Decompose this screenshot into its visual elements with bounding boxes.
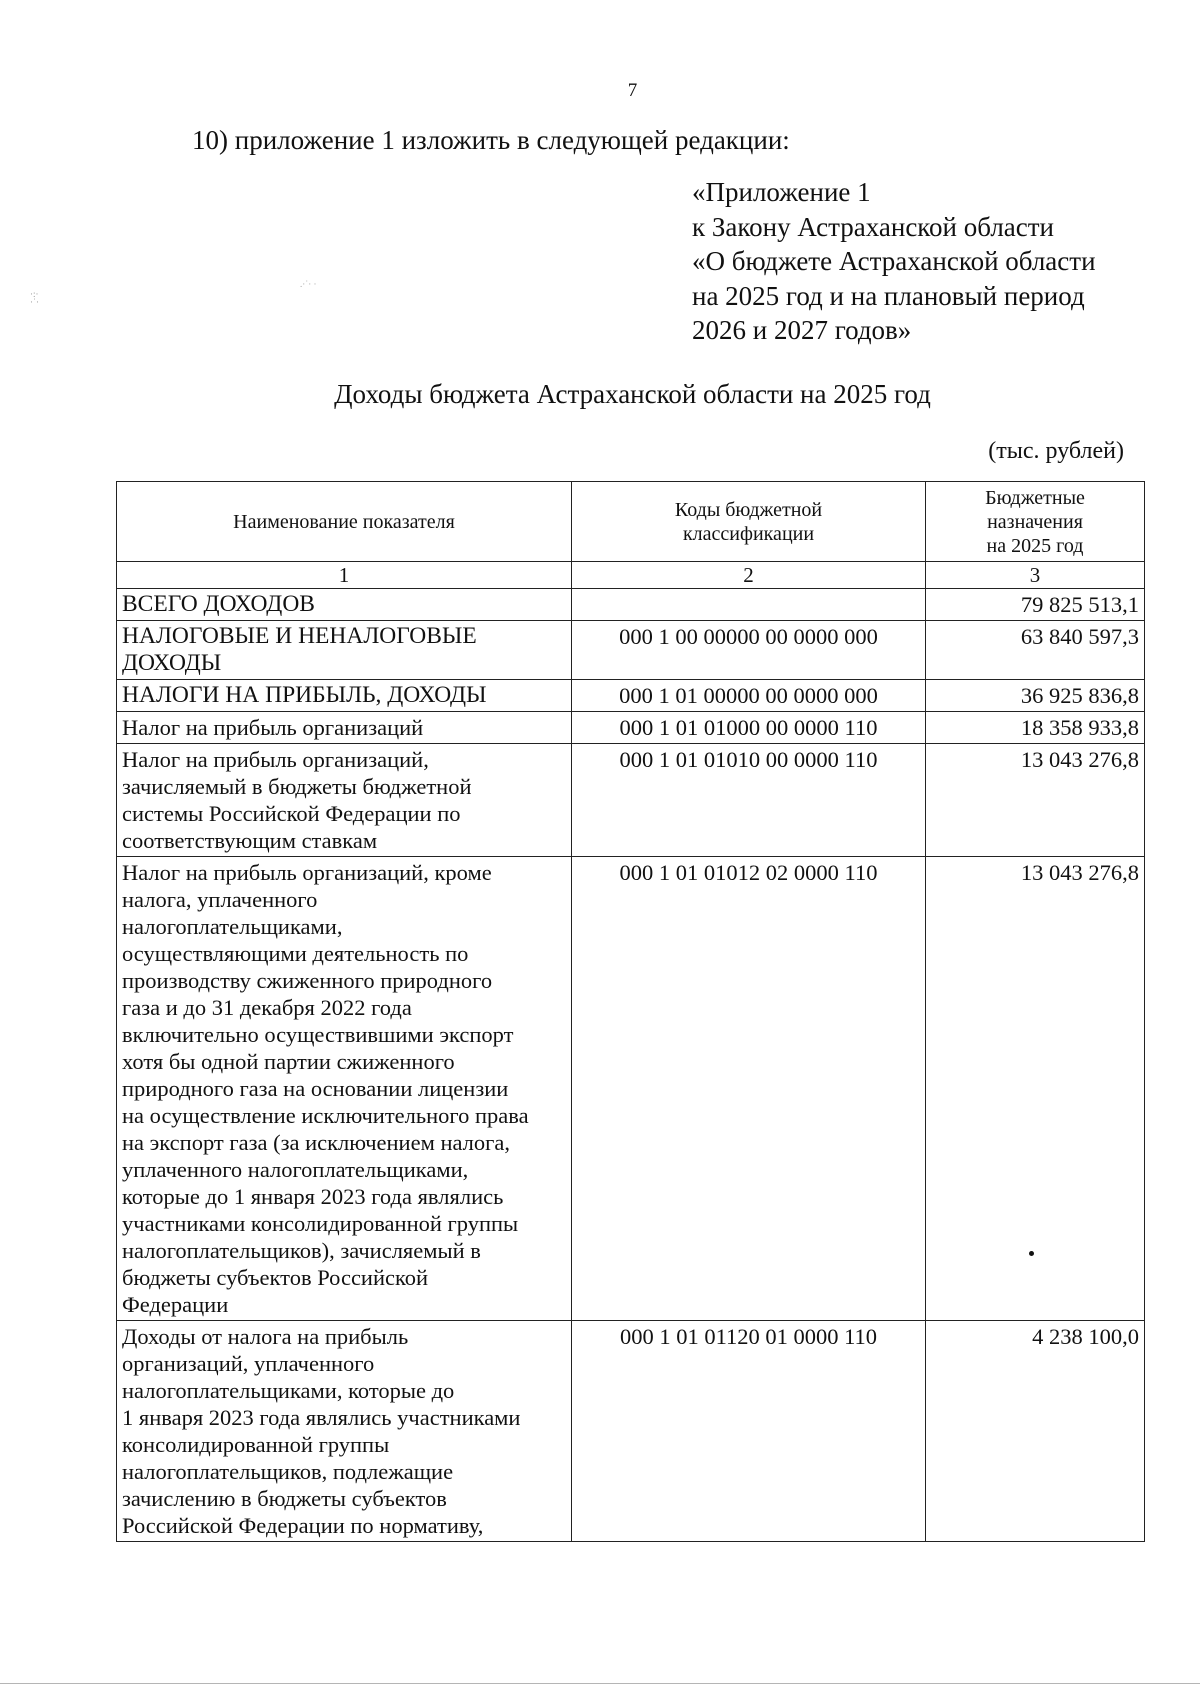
header-amount-line: на 2025 год: [986, 534, 1084, 557]
row-name-line: уплаченного налогоплательщиками,: [122, 1157, 469, 1182]
row-name: [117, 621, 572, 680]
appendix-header: [692, 175, 1096, 348]
row-amount: 18 358 933,8: [926, 712, 1145, 744]
row-name: [117, 589, 572, 621]
row-name-line: которые до 1 января 2023 года являлись: [122, 1184, 504, 1209]
scan-specks: ·:· ·˙·: [30, 289, 39, 307]
row-name-line: Федерации: [122, 1292, 229, 1317]
document-title: Доходы бюджета Астраханской области на 2025 год: [334, 379, 931, 409]
row-name: [117, 744, 572, 857]
page-bottom-line: [0, 1683, 1200, 1684]
table-row: [117, 857, 1145, 1321]
row-code: 000 1 01 01120 01 0000 110: [572, 1321, 926, 1542]
row-name-line: ДОХОДЫ: [122, 650, 222, 676]
row-name-line: производству сжиженного природного: [122, 968, 493, 993]
row-name-line: налогоплательщиками, которые до: [122, 1378, 455, 1403]
column-number: 2: [572, 562, 926, 589]
column-number-row: [117, 562, 1145, 589]
row-name-line: хотя бы одной партии сжиженного: [122, 1049, 455, 1074]
header-amount: [926, 482, 1145, 562]
table-row: [117, 589, 1145, 621]
row-code: 000 1 01 01010 00 0000 110: [572, 744, 926, 857]
row-amount: 13 043 276,8: [926, 744, 1145, 857]
appendix-line: «Приложение 1: [692, 177, 871, 207]
row-code: 000 1 01 01000 00 0000 110: [572, 712, 926, 744]
row-amount: 4 238 100,0: [926, 1321, 1145, 1542]
row-name-line: НАЛОГИ НА ПРИБЫЛЬ, ДОХОДЫ: [122, 682, 487, 708]
table-row: [117, 712, 1145, 744]
row-amount: 79 825 513,1: [926, 589, 1145, 621]
units-label: (тыс. рублей): [988, 438, 1124, 464]
row-name-line: Налог на прибыль организаций: [122, 715, 424, 740]
row-name-line: природного газа на основании лицензии: [122, 1076, 509, 1101]
row-name: [117, 857, 572, 1321]
row-name-line: Российской Федерации по нормативу,: [122, 1513, 484, 1538]
header-name: [117, 482, 572, 562]
appendix-line: на 2025 год и на плановый период: [692, 280, 1085, 311]
header-amount-line: назначения: [987, 510, 1083, 533]
row-name: [117, 680, 572, 712]
row-code: 000 1 01 01012 02 0000 110: [572, 857, 926, 1321]
row-name-line: Налог на прибыль организаций,: [122, 747, 429, 772]
row-amount: 13 043 276,8: [926, 857, 1145, 1321]
header-code-line: классификации: [682, 522, 815, 545]
row-name-line: участниками консолидированной группы: [122, 1211, 519, 1236]
row-code: [572, 589, 926, 621]
row-name-line: организаций, уплаченного: [122, 1351, 375, 1376]
row-name: [117, 712, 572, 744]
row-name-line: ВСЕГО ДОХОДОВ: [122, 591, 315, 617]
row-amount: 63 840 597,3: [926, 621, 1145, 680]
row-name-line: НАЛОГОВЫЕ И НЕНАЛОГОВЫЕ: [122, 623, 477, 649]
table-row: [117, 1321, 1145, 1542]
row-name-line: Налог на прибыль организаций, кроме: [122, 860, 492, 885]
appendix-line: к Закону Астраханской области: [692, 211, 1055, 242]
row-amount: 36 925 836,8: [926, 680, 1145, 712]
row-name-line: Доходы от налога на прибыль: [122, 1324, 409, 1349]
table-row: [117, 744, 1145, 857]
row-name-line: системы Российской Федерации по: [122, 801, 461, 826]
row-name-line: газа и до 31 декабря 2022 года: [122, 995, 412, 1020]
header-name-text: Наименование показателя: [233, 510, 455, 533]
table-row: [117, 680, 1145, 712]
row-name-line: 1 января 2023 года являлись участниками: [122, 1405, 521, 1430]
row-name-line: налогоплательщиков, подлежащие: [122, 1459, 454, 1484]
row-code: 000 1 00 00000 00 0000 000: [572, 621, 926, 680]
row-name-line: осуществляющими деятельность по: [122, 941, 469, 966]
header-amount-line: Бюджетные: [985, 486, 1085, 509]
column-number: 3: [926, 562, 1145, 589]
row-name-line: налогоплательщиками,: [122, 914, 343, 939]
intro-paragraph: 10) приложение 1 изложить в следующей редакции:: [192, 125, 790, 155]
row-name-line: включительно осуществившими экспорт: [122, 1022, 514, 1047]
row-name-line: налога, уплаченного: [122, 887, 318, 912]
header-code: [572, 482, 926, 562]
budget-table: [116, 481, 1145, 1542]
row-name-line: соответствующим ставкам: [122, 828, 378, 853]
row-name-line: бюджеты субъектов Российской: [122, 1265, 429, 1290]
row-name: [117, 1321, 572, 1542]
row-name-line: зачислению в бюджеты субъектов: [122, 1486, 447, 1511]
row-name-line: на осуществление исключительного права: [122, 1103, 529, 1128]
header-code-line: Коды бюджетной: [674, 498, 823, 521]
appendix-line: «О бюджете Астраханской области: [692, 246, 1096, 276]
row-name-line: консолидированной группы: [122, 1432, 390, 1457]
scan-dot: [1029, 1251, 1034, 1256]
scan-specks: .·˙· ·: [300, 279, 317, 289]
page-number: 7: [627, 80, 638, 101]
table-header-row: [117, 482, 1145, 562]
table-row: [117, 621, 1145, 680]
row-code: 000 1 01 00000 00 0000 000: [572, 680, 926, 712]
column-number: 1: [117, 562, 572, 589]
row-name-line: на экспорт газа (за исключением налога,: [122, 1130, 510, 1155]
row-name-line: зачисляемый в бюджеты бюджетной: [122, 774, 472, 799]
row-name-line: налогоплательщиков), зачисляемый в: [122, 1238, 481, 1263]
appendix-line: 2026 и 2027 годов»: [692, 315, 912, 345]
